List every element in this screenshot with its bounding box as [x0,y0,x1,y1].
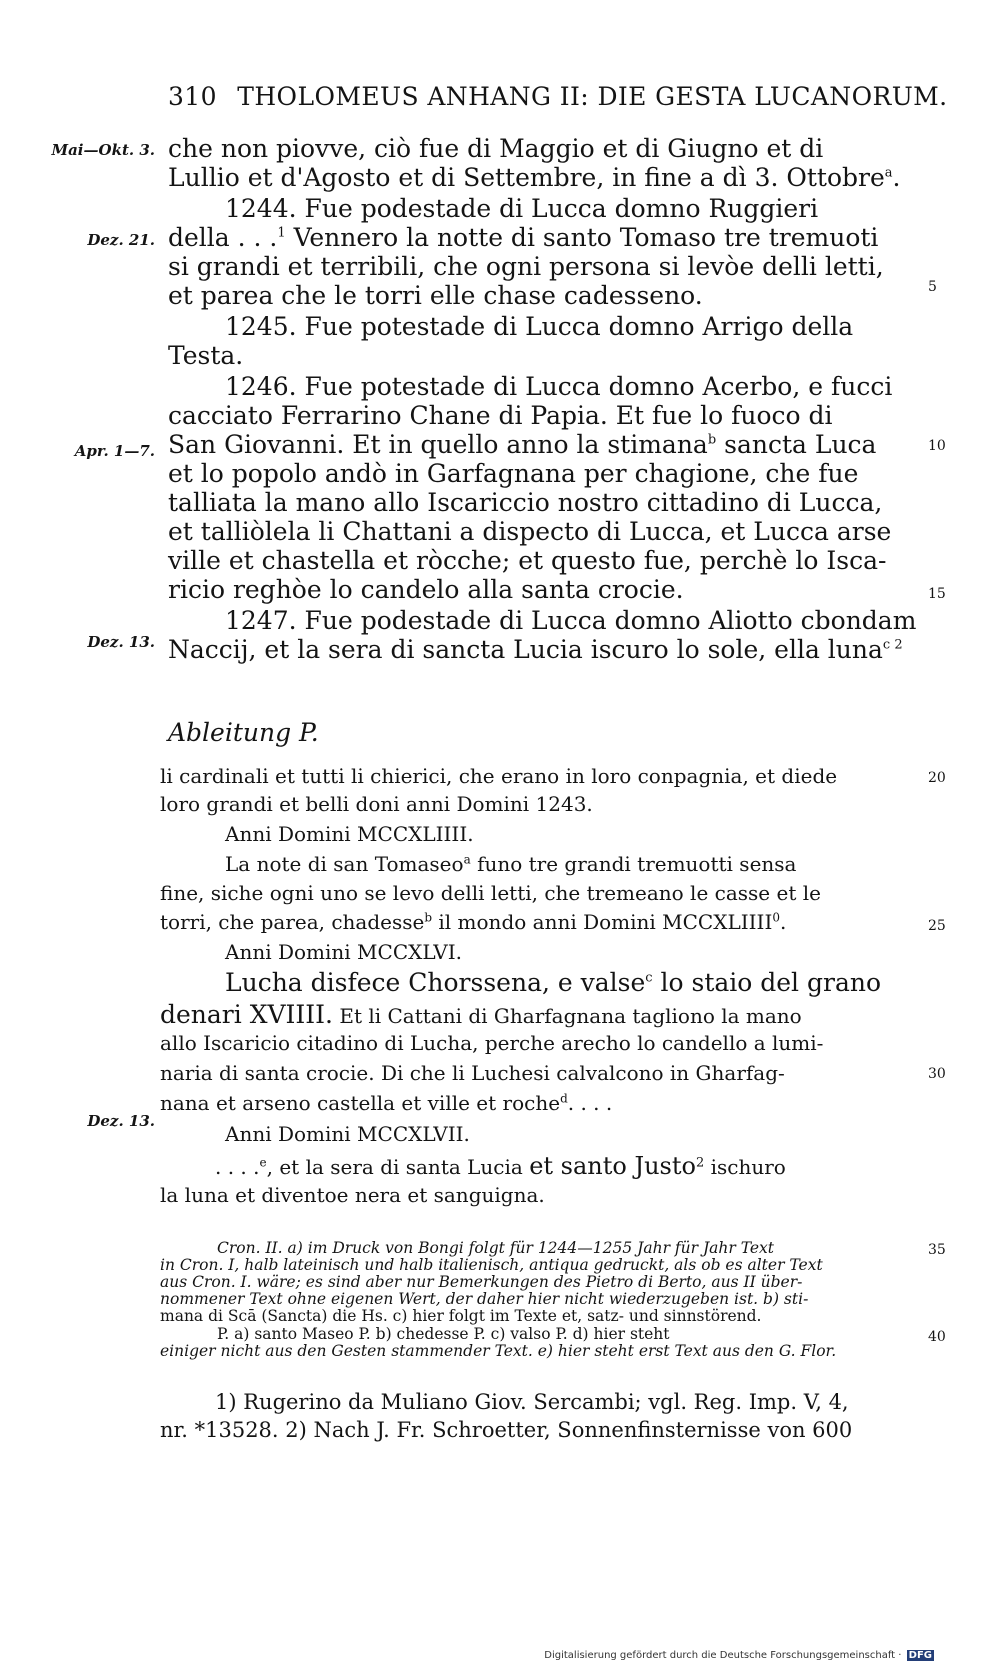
apparatus-note: aus Cron. I. wäre; es sind aber nur Bemerkungen des Pietro di Berto, aus II über- [160,1273,803,1291]
text-line: Anni Domini MCCXLVI. [225,940,462,964]
text-line: 1246. Fue potestade di Lucca domno Acerbo, e fucci [225,372,893,401]
text-line: San Giovanni. Et in quello anno la stimana$^b$ sancta Luca [168,430,877,459]
apparatus-note: einiger nicht aus den Gesten stammender Text. e) hier steht erst Text aus den G. Flor. [160,1342,837,1360]
apparatus-note: Cron. II. a) im Druck von Bongi folgt für 1244—1255 Jahr für Jahr Text [217,1239,775,1257]
text-line: fine, siche ogni uno se levo delli letti, che tremeano le casse et le [160,881,821,905]
line-number: 5 [928,279,937,295]
text-line: 1245. Fue potestade di Lucca domno Arrigo della [225,312,854,341]
footnote: 1) Rugerino da Muliano Giov. Sercambi; vgl. Reg. Imp. V, 4, [215,1390,849,1414]
page-number: 310 [168,82,217,111]
credit-text: Digitalisierung gefördert durch die Deutsche Forschungsgemeinschaft · [544,1650,902,1661]
running-header [168,82,948,111]
margin-date: Mai—Okt. 3. [51,141,155,159]
text-line: torri, che parea, chadesse$^b$ il mondo anni Domini MCCXLIIII$^0$. [160,910,787,934]
margin-date: Dez. 21. [87,231,155,249]
text-line: La note di san Tomaseo$^a$ funo tre grandi tremuotti sensa [225,852,797,876]
line-number: 25 [928,918,946,934]
text-line: che non piovve, ciò fue di Maggio et di Giugno et di [168,134,824,163]
text-line: li cardinali et tutti li chierici, che erano in loro conpagnia, et diede [160,764,838,788]
margin-date: Dez. 13. [87,633,155,651]
text-line: ricio reghòe lo candelo alla santa crocie. [168,575,684,604]
text-line: et lo popolo andò in Garfagnana per chagione, che fue [168,459,859,488]
margin-date: Apr. 1—7. [74,442,155,460]
text-line: allo Iscaricio citadino di Lucha, perche arecho lo candello a lumi- [160,1031,824,1055]
line-number: 40 [928,1329,946,1345]
line-number: 20 [928,770,946,786]
text-line: Anni Domini MCCXLVII. [225,1122,470,1146]
text-line: Lucha disfece Chorssena, e valse$^c$ lo staio del grano [225,968,882,997]
text-line: naria di santa crocie. Di che li Luchesi calvalcono in Gharfag- [160,1061,785,1085]
text-line: la luna et diventoe nera et sanguigna. [160,1183,545,1207]
line-number: 15 [928,586,946,602]
line-number: 35 [928,1242,946,1258]
text-line: . . . .$^e$, et la sera di santa Lucia et santo Justo$^2$ ischuro [215,1152,786,1180]
line-number: 30 [928,1066,946,1082]
running-title: THOLOMEUS ANHANG II: DIE GESTA LUCANORUM. [237,82,948,111]
section-heading: Ableitung P. [168,718,319,747]
margin-date: Dez. 13. [87,1112,155,1130]
text-line: 1247. Fue podestade di Lucca domno Aliotto cbondam [225,606,917,635]
text-line: Lullio et d'Agosto et di Settembre, in fine a dì 3. Ottobre$^a$. [168,163,901,192]
text-line: et parea che le torri elle chase cadesseno. [168,281,703,310]
apparatus-note: mana di Scā (Sancta) die Hs. c) hier folgt im Texte et, satz- und sinnstörend. [160,1307,762,1325]
text-line: nana et arseno castella et ville et roche$^d$. . . . [160,1091,613,1115]
text-line: loro grandi et belli doni anni Domini 1243. [160,792,593,816]
text-line: talliata la mano allo Iscariccio nostro cittadino di Lucca, [168,488,883,517]
text-line: si grandi et terribili, che ogni persona si levòe delli letti, [168,252,884,281]
footnote: nr. *13528. 2) Nach J. Fr. Schroetter, Sonnenfinsternisse von 600 [160,1418,853,1442]
text-line: Naccij, et la sera di sancta Lucia iscuro lo sole, ella luna$^{c 2}$ [168,635,903,664]
text-line: della . . .$^1$ Vennero la notte di santo Tomaso tre tremuoti [168,223,879,252]
line-number: 10 [928,438,946,454]
text-line: cacciato Ferrarino Chane di Papia. Et fue lo fuoco di [168,401,833,430]
dfg-logo: DFG [908,1650,932,1661]
text-line: ville et chastella et ròcche; et questo fue, perchè lo Isca- [168,546,887,575]
apparatus-note: P. a) santo Maseo P. b) chedesse P. c) valso P. d) hier steht [217,1325,670,1343]
text-line: denari XVIIII. Et li Cattani di Gharfagnana tagliono la mano [160,1000,802,1029]
text-line: Testa. [168,341,244,370]
text-line: Anni Domini MCCXLIIII. [225,822,474,846]
text-line: 1244. Fue podestade di Lucca domno Ruggieri [225,194,819,223]
apparatus-note: in Cron. I, halb lateinisch und halb italienisch, antiqua gedruckt, als ob es alter Text [160,1256,823,1274]
apparatus-note: nommener Text ohne eigenen Wert, der daher hier nicht wiederzugeben ist. b) sti- [160,1290,809,1308]
text-line: et talliòlela li Chattani a dispecto di Lucca, et Lucca arse [168,517,892,546]
digitization-credit [544,1650,934,1661]
